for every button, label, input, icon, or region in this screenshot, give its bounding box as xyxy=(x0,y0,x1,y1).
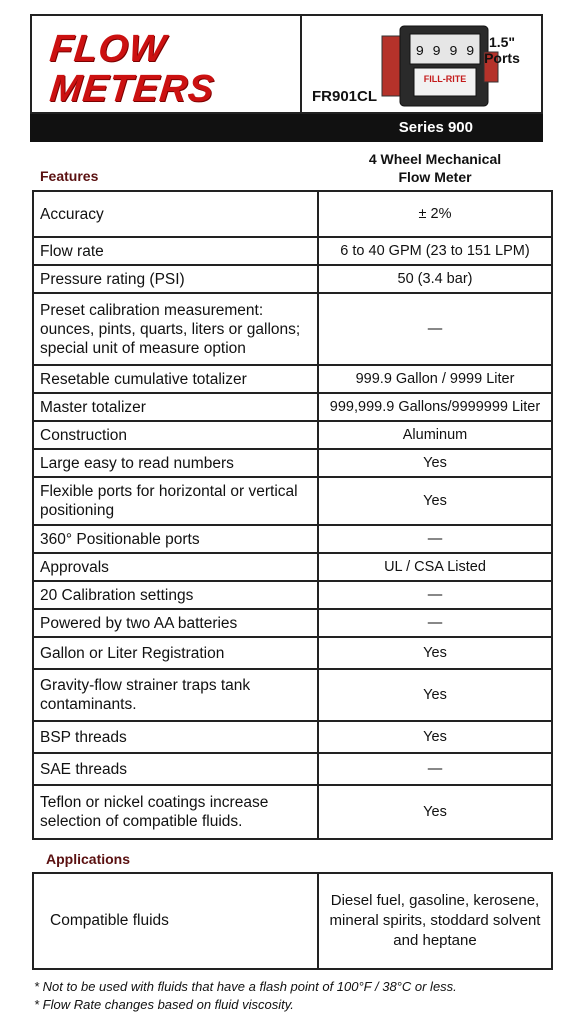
meter-digits: 9 9 9 9 xyxy=(415,44,475,60)
feature-label: SAE threads xyxy=(33,753,318,785)
column-heading-line-1: 4 Wheel Mechanical xyxy=(368,151,502,167)
table-row xyxy=(33,393,552,421)
feature-label: Gallon or Liter Registration xyxy=(33,637,318,669)
feature-value: — xyxy=(318,609,552,637)
feature-value: ± 2% xyxy=(318,191,552,237)
meter-brand: FILL-RITE xyxy=(423,74,467,84)
feature-label: Pressure rating (PSI) xyxy=(33,265,318,293)
feature-value: — xyxy=(318,581,552,609)
table-row xyxy=(33,525,552,553)
ports-size: 1.5" xyxy=(488,34,516,50)
feature-label: Master totalizer xyxy=(33,393,318,421)
model-number: FR901CL xyxy=(312,88,378,105)
table-row xyxy=(33,581,552,609)
feature-label: Flow rate xyxy=(33,237,318,265)
table-row xyxy=(33,873,552,969)
table-row xyxy=(33,721,552,753)
table-row xyxy=(33,237,552,265)
series-label: Series 900 xyxy=(398,119,473,136)
applications-table xyxy=(32,872,553,970)
features-table xyxy=(32,190,553,840)
footnotes xyxy=(34,978,457,1014)
application-value: Diesel fuel, gasoline, kerosene, mineral spirits, stoddard solvent and heptane xyxy=(318,873,552,969)
feature-label: Flexible ports for horizontal or vertical positioning xyxy=(33,477,318,525)
feature-label: 360° Positionable ports xyxy=(33,525,318,553)
feature-value: 50 (3.4 bar) xyxy=(318,265,552,293)
table-row xyxy=(33,669,552,721)
feature-value: — xyxy=(318,293,552,365)
feature-label: Powered by two AA batteries xyxy=(33,609,318,637)
feature-value: Yes xyxy=(318,785,552,839)
table-row xyxy=(33,609,552,637)
table-row xyxy=(33,449,552,477)
feature-value: Yes xyxy=(318,477,552,525)
table-row xyxy=(33,785,552,839)
table-row xyxy=(33,365,552,393)
feature-label: Teflon or nickel coatings increase selection of compatible fluids. xyxy=(33,785,318,839)
feature-label: Approvals xyxy=(33,553,318,581)
header xyxy=(30,14,543,144)
feature-label: Resetable cumulative totalizer xyxy=(33,365,318,393)
table-row xyxy=(33,191,552,237)
feature-label: Preset calibration measurement: ounces, pints, quarts, liters or gallons; special unit of measure option xyxy=(33,293,318,365)
feature-value: 6 to 40 GPM (23 to 151 LPM) xyxy=(318,237,552,265)
application-label: Compatible fluids xyxy=(33,873,318,969)
table-row xyxy=(33,421,552,449)
table-row xyxy=(33,753,552,785)
column-heading-line-2: Flow Meter xyxy=(398,169,472,185)
feature-value: — xyxy=(318,753,552,785)
feature-value: 999.9 Gallon / 9999 Liter xyxy=(318,365,552,393)
feature-label: 20 Calibration settings xyxy=(33,581,318,609)
feature-value: 999,999.9 Gallons/9999999 Liter xyxy=(318,393,552,421)
ports-word: Ports xyxy=(484,50,520,66)
logo-line-2: METERS xyxy=(47,68,217,110)
column-heading xyxy=(340,150,530,186)
footnote-flash-point: * Not to be used with fluids that have a flash point of 100°F / 38°C or less. xyxy=(34,979,457,994)
table-row xyxy=(33,265,552,293)
feature-label: Construction xyxy=(33,421,318,449)
feature-label: Gravity-flow strainer traps tank contaminants. xyxy=(33,669,318,721)
feature-label: Large easy to read numbers xyxy=(33,449,318,477)
logo-line-1: FLOW xyxy=(47,28,169,70)
table-row xyxy=(33,553,552,581)
feature-value: — xyxy=(318,525,552,553)
feature-label: Accuracy xyxy=(33,191,318,237)
table-row xyxy=(33,477,552,525)
applications-label: Applications xyxy=(46,851,131,867)
feature-value: Yes xyxy=(318,637,552,669)
feature-value: Aluminum xyxy=(318,421,552,449)
features-label: Features xyxy=(40,168,99,184)
feature-value: Yes xyxy=(318,721,552,753)
logo-box xyxy=(30,14,302,114)
feature-label: BSP threads xyxy=(33,721,318,753)
product-box xyxy=(302,14,543,114)
table-row xyxy=(33,637,552,669)
ports-label xyxy=(477,34,527,66)
feature-value: Yes xyxy=(318,669,552,721)
table-row xyxy=(33,293,552,365)
series-bar xyxy=(30,114,543,142)
feature-value: Yes xyxy=(318,449,552,477)
footnote-viscosity: * Flow Rate changes based on fluid viscosity. xyxy=(34,997,294,1012)
feature-value: UL / CSA Listed xyxy=(318,553,552,581)
